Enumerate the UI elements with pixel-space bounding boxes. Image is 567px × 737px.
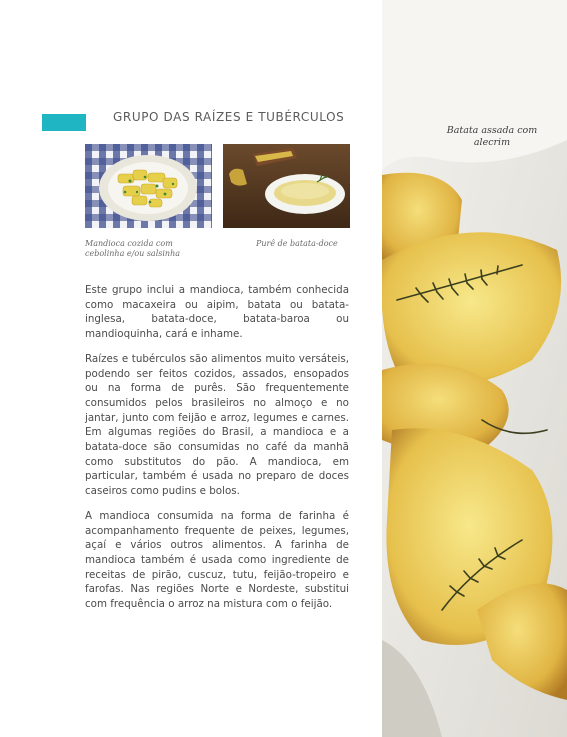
section-title: GRUPO DAS RAÍZES E TUBÉRCULOS <box>113 110 345 124</box>
cassava-photo-caption: Mandioca cozida com cebolinha e/ou salsinha <box>85 239 180 258</box>
cassava-photo <box>85 144 212 228</box>
paragraph: Raízes e tubérculos são alimentos muito versáteis, podendo ser feitos cozidos, assados, ensopados ou na forma de purês. São frequentemente consumidos pelos brasileiros no almoço e no jantar, junto com feijão e arroz, legumes e carnes. Em algumas regiões do Brasil, a mandioca e a batata-doce são consumidas no café da manhã como substitutos do pão. A mandioca, em particular, também é usada no preparo de doces caseiros como pudins e bolos. <box>85 352 349 498</box>
puree-photo-caption: Purê de batata-doce <box>256 239 338 248</box>
sweet-potato-puree-photo <box>223 144 350 228</box>
paragraph: Este grupo inclui a mandioca, também conhecida como macaxeira ou aipim, batata ou batata-inglesa, batata-doce, batata-baroa ou mandioquinha, cará e inhame. <box>85 284 349 341</box>
section-accent-bar <box>42 114 86 131</box>
body-text <box>85 283 349 622</box>
hero-photo-caption: Batata assada com alecrim <box>446 125 538 148</box>
roasted-potatoes-photo <box>382 0 567 737</box>
paragraph: A mandioca consumida na forma de farinha é acompanhamento frequente de peixes, legumes, açaí e vários outros alimentos. A farinha de mandioca também é usada como ingrediente de receitas de pirão, cuscuz, tutu, feijão-tropeiro e farofas. Nas regiões Norte e Nordeste, substitui com frequência o arroz na mistura com o feijão. <box>85 509 349 611</box>
